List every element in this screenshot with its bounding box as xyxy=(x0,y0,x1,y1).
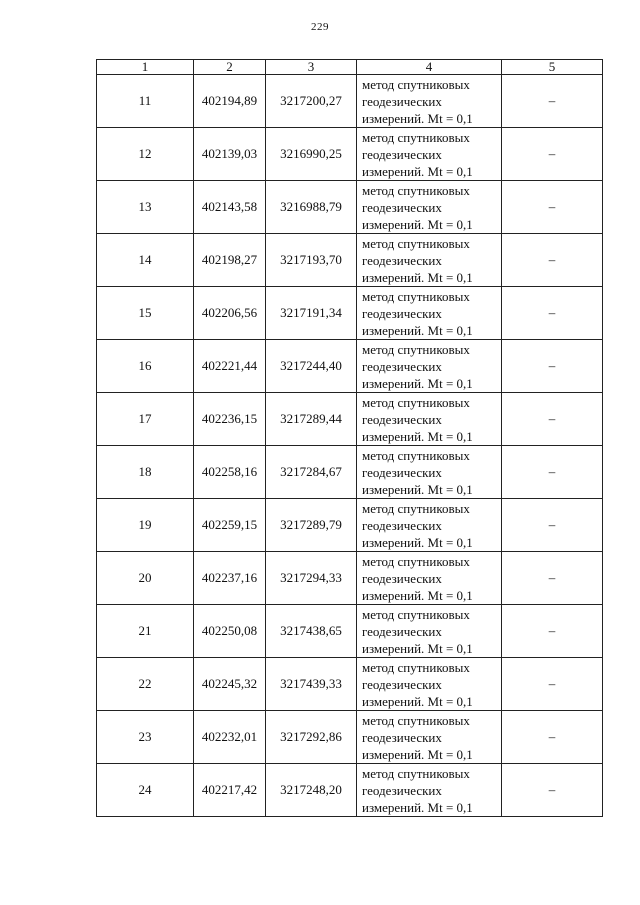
method-line: геодезических xyxy=(362,623,442,639)
method-line: геодезических xyxy=(362,93,442,109)
x-coordinate-cell: 402143,58 xyxy=(194,181,266,234)
method-line: метод спутниковых xyxy=(362,129,470,145)
method-line: геодезических xyxy=(362,517,442,533)
method-cell xyxy=(357,658,502,711)
note-cell: – xyxy=(502,711,603,764)
method-line: геодезических xyxy=(362,782,442,798)
page-number: 229 xyxy=(311,21,329,33)
method-line: измерений. Mt = 0,1 xyxy=(362,587,473,603)
note-cell: – xyxy=(502,340,603,393)
note-cell: – xyxy=(502,499,603,552)
table-row xyxy=(97,128,603,181)
method-line: измерений. Mt = 0,1 xyxy=(362,428,473,444)
x-coordinate-cell: 402258,16 xyxy=(194,446,266,499)
table-row xyxy=(97,234,603,287)
method-line: геодезических xyxy=(362,305,442,321)
point-number-cell: 18 xyxy=(97,446,194,499)
method-line: измерений. Mt = 0,1 xyxy=(362,163,473,179)
x-coordinate-cell: 402217,42 xyxy=(194,764,266,817)
x-coordinate-cell: 402221,44 xyxy=(194,340,266,393)
method-line: измерений. Mt = 0,1 xyxy=(362,322,473,338)
method-line: геодезических xyxy=(362,199,442,215)
table-header-row xyxy=(97,60,603,75)
table-row xyxy=(97,75,603,128)
point-number-cell: 14 xyxy=(97,234,194,287)
method-cell xyxy=(357,287,502,340)
note-cell: – xyxy=(502,658,603,711)
note-cell: – xyxy=(502,393,603,446)
note-cell: – xyxy=(502,75,603,128)
method-line: метод спутниковых xyxy=(362,712,470,728)
table-row xyxy=(97,287,603,340)
table-row xyxy=(97,340,603,393)
method-line: метод спутниковых xyxy=(362,765,470,781)
note-cell: – xyxy=(502,605,603,658)
method-line: измерений. Mt = 0,1 xyxy=(362,375,473,391)
y-coordinate-cell: 3217244,40 xyxy=(266,340,357,393)
point-number-cell: 13 xyxy=(97,181,194,234)
y-coordinate-cell: 3217289,79 xyxy=(266,499,357,552)
method-cell xyxy=(357,605,502,658)
y-coordinate-cell: 3217292,86 xyxy=(266,711,357,764)
y-coordinate-cell: 3217191,34 xyxy=(266,287,357,340)
method-cell xyxy=(357,446,502,499)
point-number-cell: 15 xyxy=(97,287,194,340)
method-line: метод спутниковых xyxy=(362,500,470,516)
method-line: измерений. Mt = 0,1 xyxy=(362,693,473,709)
method-cell xyxy=(357,499,502,552)
point-number-cell: 24 xyxy=(97,764,194,817)
point-number-cell: 20 xyxy=(97,552,194,605)
column-header-4: 4 xyxy=(357,60,502,75)
note-cell: – xyxy=(502,234,603,287)
table-row xyxy=(97,446,603,499)
table-body xyxy=(97,75,603,817)
method-cell xyxy=(357,234,502,287)
x-coordinate-cell: 402194,89 xyxy=(194,75,266,128)
method-line: метод спутниковых xyxy=(362,235,470,251)
method-line: метод спутниковых xyxy=(362,394,470,410)
x-coordinate-cell: 402206,56 xyxy=(194,287,266,340)
method-line: метод спутниковых xyxy=(362,76,470,92)
method-line: измерений. Mt = 0,1 xyxy=(362,534,473,550)
table-row xyxy=(97,764,603,817)
x-coordinate-cell: 402259,15 xyxy=(194,499,266,552)
y-coordinate-cell: 3217289,44 xyxy=(266,393,357,446)
point-number-cell: 11 xyxy=(97,75,194,128)
method-line: измерений. Mt = 0,1 xyxy=(362,269,473,285)
table-row xyxy=(97,393,603,446)
point-number-cell: 21 xyxy=(97,605,194,658)
x-coordinate-cell: 402250,08 xyxy=(194,605,266,658)
table-row xyxy=(97,552,603,605)
method-cell xyxy=(357,181,502,234)
method-line: метод спутниковых xyxy=(362,182,470,198)
point-number-cell: 23 xyxy=(97,711,194,764)
table-row xyxy=(97,605,603,658)
y-coordinate-cell: 3217294,33 xyxy=(266,552,357,605)
method-line: геодезических xyxy=(362,676,442,692)
note-cell: – xyxy=(502,128,603,181)
coordinates-table xyxy=(96,59,603,817)
method-cell xyxy=(357,393,502,446)
method-line: метод спутниковых xyxy=(362,606,470,622)
method-line: измерений. Mt = 0,1 xyxy=(362,216,473,232)
method-cell xyxy=(357,552,502,605)
y-coordinate-cell: 3217284,67 xyxy=(266,446,357,499)
method-cell xyxy=(357,75,502,128)
x-coordinate-cell: 402198,27 xyxy=(194,234,266,287)
method-line: метод спутниковых xyxy=(362,659,470,675)
method-cell xyxy=(357,128,502,181)
table-row xyxy=(97,499,603,552)
note-cell: – xyxy=(502,446,603,499)
y-coordinate-cell: 3217193,70 xyxy=(266,234,357,287)
method-cell xyxy=(357,340,502,393)
note-cell: – xyxy=(502,552,603,605)
column-header-1: 1 xyxy=(97,60,194,75)
method-cell xyxy=(357,711,502,764)
y-coordinate-cell: 3216988,79 xyxy=(266,181,357,234)
method-cell xyxy=(357,764,502,817)
x-coordinate-cell: 402236,15 xyxy=(194,393,266,446)
method-line: измерений. Mt = 0,1 xyxy=(362,799,473,815)
table-row xyxy=(97,658,603,711)
table-row xyxy=(97,711,603,764)
column-header-2: 2 xyxy=(194,60,266,75)
method-line: геодезических xyxy=(362,570,442,586)
y-coordinate-cell: 3216990,25 xyxy=(266,128,357,181)
method-line: измерений. Mt = 0,1 xyxy=(362,640,473,656)
note-cell: – xyxy=(502,764,603,817)
method-line: геодезических xyxy=(362,146,442,162)
x-coordinate-cell: 402139,03 xyxy=(194,128,266,181)
x-coordinate-cell: 402237,16 xyxy=(194,552,266,605)
point-number-cell: 22 xyxy=(97,658,194,711)
table-row xyxy=(97,181,603,234)
note-cell: – xyxy=(502,181,603,234)
column-header-3: 3 xyxy=(266,60,357,75)
note-cell: – xyxy=(502,287,603,340)
x-coordinate-cell: 402245,32 xyxy=(194,658,266,711)
point-number-cell: 17 xyxy=(97,393,194,446)
x-coordinate-cell: 402232,01 xyxy=(194,711,266,764)
method-line: геодезических xyxy=(362,464,442,480)
method-line: измерений. Mt = 0,1 xyxy=(362,746,473,762)
y-coordinate-cell: 3217248,20 xyxy=(266,764,357,817)
method-line: геодезических xyxy=(362,358,442,374)
method-line: геодезических xyxy=(362,411,442,427)
method-line: геодезических xyxy=(362,729,442,745)
method-line: измерений. Mt = 0,1 xyxy=(362,110,473,126)
method-line: метод спутниковых xyxy=(362,288,470,304)
point-number-cell: 19 xyxy=(97,499,194,552)
method-line: метод спутниковых xyxy=(362,447,470,463)
method-line: метод спутниковых xyxy=(362,553,470,569)
method-line: измерений. Mt = 0,1 xyxy=(362,481,473,497)
point-number-cell: 16 xyxy=(97,340,194,393)
column-header-5: 5 xyxy=(502,60,603,75)
method-line: геодезических xyxy=(362,252,442,268)
method-line: метод спутниковых xyxy=(362,341,470,357)
y-coordinate-cell: 3217200,27 xyxy=(266,75,357,128)
y-coordinate-cell: 3217439,33 xyxy=(266,658,357,711)
point-number-cell: 12 xyxy=(97,128,194,181)
y-coordinate-cell: 3217438,65 xyxy=(266,605,357,658)
